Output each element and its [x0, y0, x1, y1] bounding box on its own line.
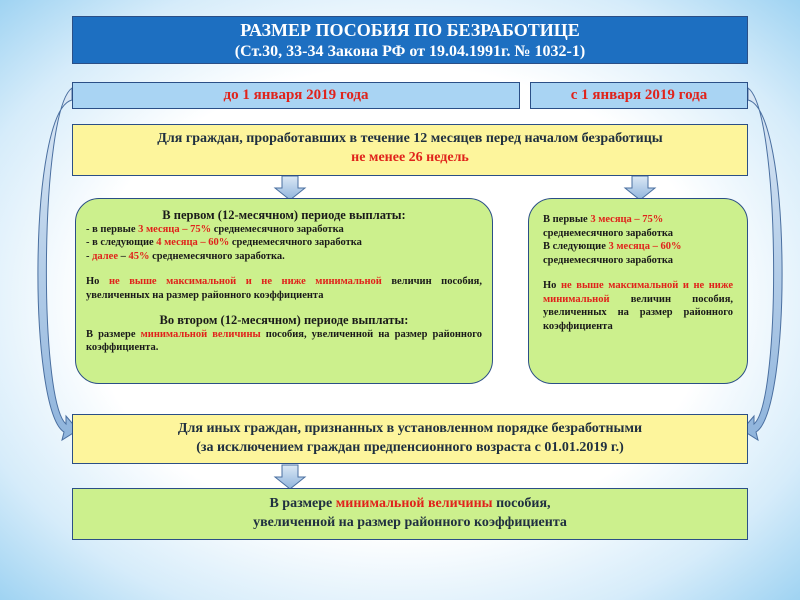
result-box: [72, 488, 748, 540]
right-line2: В следующие 3 месяца – 60% среднемесячного заработка: [543, 241, 682, 266]
second-period-text: В размере минимальной величины пособия, увеличенной на размер районного коэффициента.: [86, 328, 482, 353]
down-arrow-bottom: [275, 465, 305, 489]
left-benefit-box: [75, 198, 493, 384]
right-benefit-box: [528, 198, 748, 384]
eligible-line1: Для граждан, проработавших в течение 12 месяцев перед началом безработицы: [157, 131, 663, 146]
right-limit-text: Но не выше максимальной и не ниже минимальной величин пособия, увеличенных на размер районного коэффициента: [543, 280, 733, 332]
down-arrow-right: [625, 176, 655, 200]
second-period-heading: Во втором (12-месячном) периоде выплаты:: [159, 313, 409, 327]
left-line2: - в следующие 4 месяца – 60% среднемесячного заработка: [86, 237, 362, 248]
down-arrow-left: [275, 176, 305, 200]
title-line2: (Ст.30, 33-34 Закона РФ от 19.04.1991г. № 1032-1): [234, 43, 586, 60]
right-curved-arrow: [742, 88, 782, 440]
others-line2: (за исключением граждан предпенсионного возраста с 01.01.2019 г.): [196, 440, 624, 455]
result-line2: увеличенной на размер районного коэффициента: [253, 515, 567, 530]
left-line1: - в первые 3 месяца – 75% среднемесячного заработка: [86, 223, 344, 235]
eligible-line2: не менее 26 недель: [351, 150, 469, 165]
title-box: [72, 16, 748, 64]
date-before-box: до 1 января 2019 года: [72, 82, 520, 109]
right-line1: В первые 3 месяца – 75% среднемесячного заработка: [543, 214, 674, 239]
left-line3: - далее – 45% среднемесячного заработка.: [86, 250, 285, 262]
eligible-box: [72, 124, 748, 176]
date-after-box: с 1 января 2019 года: [530, 82, 748, 109]
left-limit-text: Но не выше максимальной и не ниже минимальной величин пособия, увеличенных на размер районного коэффициента: [86, 276, 482, 301]
first-period-heading: В первом (12-месячном) периоде выплаты:: [162, 208, 406, 222]
others-box: [72, 414, 748, 464]
title-line1: РАЗМЕР ПОСОБИЯ ПО БЕЗРАБОТИЦЕ: [240, 20, 580, 40]
others-line1: Для иных граждан, признанных в установленном порядке безработными: [177, 421, 643, 436]
result-line1: В размере минимальной величины пособия,: [269, 496, 551, 511]
